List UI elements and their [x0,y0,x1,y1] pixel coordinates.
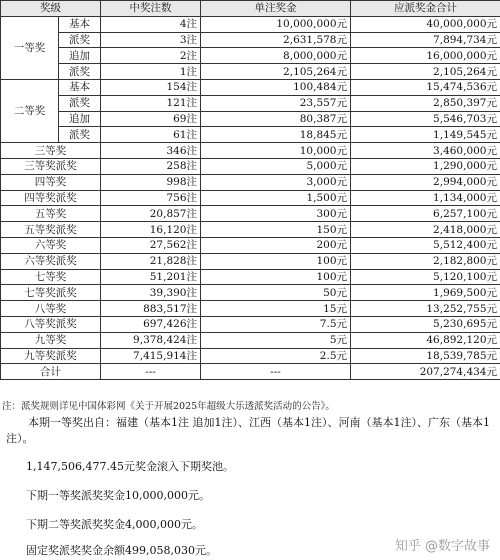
unit-cell: 200元 [201,237,351,253]
prize-level-label: 八等奖 [1,301,101,317]
table-row [1,285,500,301]
total-cell: 1,290,000元 [351,158,500,174]
table-row [1,16,500,32]
unit-cell: 100元 [201,253,351,269]
unit-cell: 80,387元 [201,111,351,127]
unit-cell: 5元 [201,332,351,348]
total-cell: 5,120,100元 [351,269,500,285]
sub-label: 追加 [59,111,101,127]
total-cell: 5,512,400元 [351,237,500,253]
table-row [1,32,500,48]
total-cell: 1,149,545元 [351,127,500,143]
footnote: 注：派奖规则详见中国体彩网《关于开展2025年超级大乐透派奖活动的公告》。 [2,401,335,412]
unit-cell: 100,484元 [201,79,351,95]
count-cell: 697,426注 [101,316,201,332]
total-cell: 13,252,755元 [351,301,500,317]
table-row [1,95,500,111]
unit-cell: 300元 [201,206,351,222]
count-cell: 2注 [101,48,201,64]
grand-total: 207,274,434元 [351,364,500,380]
table-row [1,348,500,364]
unit-cell: 10,000,000元 [201,16,351,32]
total-row [1,364,500,380]
total-cell: 5,230,695元 [351,316,500,332]
prize-level-label: 九等奖 [1,332,101,348]
prize-level-label: 五等奖 [1,206,101,222]
sub-label: 派奖 [59,127,101,143]
unit-cell: 2,631,578元 [201,32,351,48]
unit-cell: 10,000元 [201,143,351,159]
unit-cell: 23,557元 [201,95,351,111]
prize-level-label: 四等奖派奖 [1,190,101,206]
table-row [1,64,500,80]
count-cell: 27,562注 [101,237,201,253]
count-cell: 21,828注 [101,253,201,269]
table-row [1,253,500,269]
sub-label: 派奖 [59,32,101,48]
fixed-remaining-paragraph: 固定奖派奖奖金余额499,058,030元。 [26,544,217,557]
count-cell: 7,415,914注 [101,348,201,364]
total-cell: 16,000,000元 [351,48,500,64]
total-cell: 2,418,000元 [351,222,500,238]
count-cell: 51,201注 [101,269,201,285]
count-cell: 883,517注 [101,301,201,317]
prize-level-label: 三等奖派奖 [1,158,101,174]
sub-label: 基本 [59,16,101,32]
winners-paragraph: 本期一等奖出自：福建（基本1注 追加1注）、江西（基本1注）、河南（基本1注）、广东（基本1注）。 [6,416,490,445]
unit-cell: 2.5元 [201,348,351,364]
total-cell: 15,474,536元 [351,79,500,95]
count-cell: 69注 [101,111,201,127]
count-cell: 756注 [101,190,201,206]
count-cell: 258注 [101,158,201,174]
total-label: 合计 [1,364,101,380]
unit-cell: 1,500元 [201,190,351,206]
unit-cell: 50元 [201,285,351,301]
unit-cell: 150元 [201,222,351,238]
total-cell: 2,850,397元 [351,95,500,111]
total-cell: 18,539,785元 [351,348,500,364]
prize-level-label: 七等奖 [1,269,101,285]
unit-cell: 3,000元 [201,174,351,190]
header-unit: 单注奖金 [201,1,351,17]
next-first-paragraph: 下期一等奖派奖奖金10,000,000元。 [26,489,210,502]
total-cell: 46,892,120元 [351,332,500,348]
next-second-paragraph: 下期二等奖派奖奖金4,000,000元。 [26,518,203,531]
first-prize-label: 一等奖 [1,16,59,79]
table-row [1,206,500,222]
table-row [1,174,500,190]
count-cell: 61注 [101,127,201,143]
sub-label: 基本 [59,79,101,95]
header-total: 应派奖金合计 [351,1,500,17]
pool-paragraph: 1,147,506,477.45元奖金滚入下期奖池。 [26,460,234,473]
count-cell: 20,857注 [101,206,201,222]
table-row [1,316,500,332]
table-row [1,237,500,253]
table-row [1,190,500,206]
prize-level-label: 八等奖派奖 [1,316,101,332]
total-cell: 1,969,500元 [351,285,500,301]
prize-level-label: 六等奖 [1,237,101,253]
prize-level-label: 五等奖派奖 [1,222,101,238]
count-cell: 16,120注 [101,222,201,238]
table-row [1,158,500,174]
total-count: --- [101,364,201,380]
count-cell: 121注 [101,95,201,111]
unit-cell: 15元 [201,301,351,317]
total-cell: 2,182,800元 [351,253,500,269]
table-row [1,143,500,159]
table-row [1,301,500,317]
table-row [1,111,500,127]
total-cell: 6,257,100元 [351,206,500,222]
header-level: 奖级 [1,1,101,17]
count-cell: 998注 [101,174,201,190]
sub-label: 追加 [59,48,101,64]
count-cell: 154注 [101,79,201,95]
watermark: 知乎 @数字故事 [394,539,490,554]
unit-cell: 2,105,264元 [201,64,351,80]
count-cell: 9,378,424注 [101,332,201,348]
sub-label: 派奖 [59,64,101,80]
total-cell: 3,460,000元 [351,143,500,159]
table-row [1,79,500,95]
unit-cell: 18,845元 [201,127,351,143]
table-header-row [1,1,500,17]
table-row [1,332,500,348]
total-unit: --- [201,364,351,380]
table-row [1,222,500,238]
table-row [1,48,500,64]
prize-level-label: 九等奖派奖 [1,348,101,364]
count-cell: 39,390注 [101,285,201,301]
prize-level-label: 三等奖 [1,143,101,159]
unit-cell: 100元 [201,269,351,285]
unit-cell: 8,000,000元 [201,48,351,64]
unit-cell: 7.5元 [201,316,351,332]
count-cell: 346注 [101,143,201,159]
count-cell: 4注 [101,16,201,32]
total-cell: 5,546,703元 [351,111,500,127]
prize-level-label: 七等奖派奖 [1,285,101,301]
unit-cell: 5,000元 [201,158,351,174]
second-prize-label: 二等奖 [1,79,59,142]
table-row [1,127,500,143]
total-cell: 40,000,000元 [351,16,500,32]
prize-level-label: 六等奖派奖 [1,253,101,269]
total-cell: 2,105,264元 [351,64,500,80]
count-cell: 3注 [101,32,201,48]
sub-label: 派奖 [59,95,101,111]
total-cell: 2,994,000元 [351,174,500,190]
total-cell: 7,894,734元 [351,32,500,48]
total-cell: 1,134,000元 [351,190,500,206]
table-row [1,269,500,285]
prize-level-label: 四等奖 [1,174,101,190]
header-count: 中奖注数 [101,1,201,17]
count-cell: 1注 [101,64,201,80]
